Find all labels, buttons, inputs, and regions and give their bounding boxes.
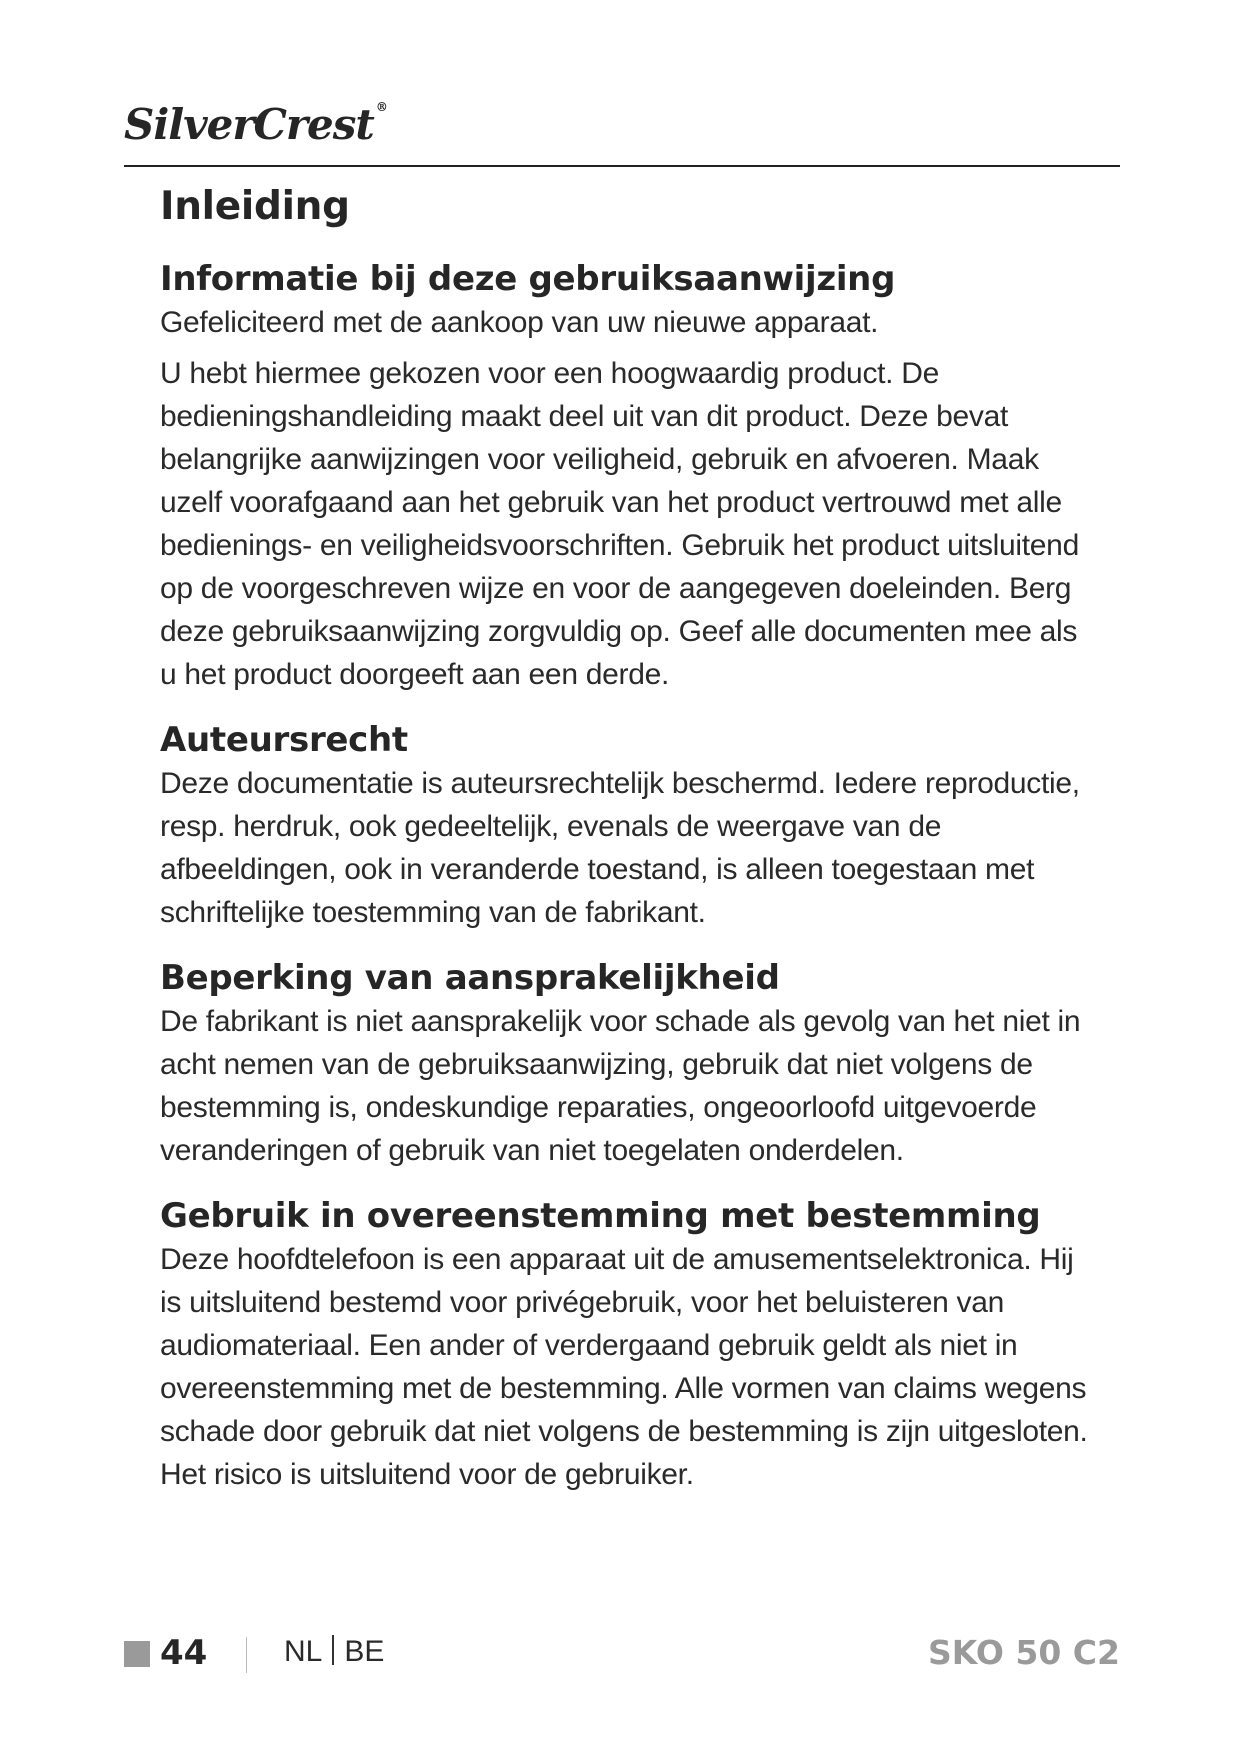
section-heading: Beperking van aansprakelijkheid bbox=[160, 958, 780, 998]
page-title: Inleiding bbox=[160, 184, 350, 229]
section-bestemming bbox=[160, 1194, 1100, 1496]
section-paragraph: Deze documentatie is auteursrechtelijk beschermd. Iedere reproductie, resp. herdruk, ook gedeeltelijk, evenals de weergave van de afbeeldingen, ook in veranderde toestand, is alleen toegestaan met schriftelijke toestemming van de fabrikant. bbox=[160, 767, 1080, 929]
logo-text: SilverCrest bbox=[124, 100, 374, 149]
language-divider bbox=[332, 1635, 334, 1665]
section-heading: Informatie bij deze gebruiksaanwijzing bbox=[160, 259, 896, 299]
model-number: SKO 50 C2 bbox=[928, 1633, 1120, 1672]
section-auteursrecht bbox=[160, 718, 1100, 934]
language-code-be: BE bbox=[344, 1635, 385, 1668]
page-marker-square-icon bbox=[124, 1641, 150, 1667]
page-number: 44 bbox=[160, 1633, 208, 1673]
brand-logo bbox=[124, 100, 387, 149]
footer-divider bbox=[246, 1637, 247, 1673]
section-paragraph: U hebt hiermee gekozen voor een hoogwaardig product. De bedieningshandleiding maakt deel uit van dit product. Deze bevat belangrijke aanwijzingen voor veiligheid, gebruik en afvoeren. Maak uzelf voorafgaand aan het gebruik van het product vertrouwd met alle bedienings- en veiligheidsvoorschriften. Gebruik het product uitsluitend op de voorgeschreven wijze en voor de aangegeven doeleinden. Berg deze gebruiksaanwijzing zorgvuldig op. Geef alle documenten mee als u het product doorgeeft aan een derde. bbox=[160, 357, 1079, 691]
language-indicator bbox=[284, 1635, 384, 1669]
section-informatie bbox=[160, 257, 1100, 696]
section-heading: Auteursrecht bbox=[160, 720, 408, 760]
registered-mark: ® bbox=[375, 100, 387, 114]
page-footer bbox=[124, 1633, 1120, 1683]
header-rule bbox=[124, 165, 1120, 167]
section-paragraph: Deze hoofdtelefoon is een apparaat uit de amusementselektronica. Hij is uitsluitend bestemd voor privégebruik, voor het beluisteren van audiomateriaal. Een ander of verdergaand gebruik geldt als niet in overeenstemming met de bestemming. Alle vormen van claims wegens schade door gebruik dat niet volgens de bestemming is zijn uitgesloten. Het risico is uitsluitend voor de gebruiker. bbox=[160, 1243, 1088, 1491]
section-paragraph: De fabrikant is niet aansprakelijk voor schade als gevolg van het niet in acht nemen van de gebruiksaanwijzing, gebruik dat niet volgens de bestemming is, ondeskundige reparaties, ongeoorloofd uitgevoerde veranderingen of gebruik van niet toegelaten onderdelen. bbox=[160, 1005, 1081, 1167]
section-heading: Gebruik in overeenstemming met bestemming bbox=[160, 1196, 1041, 1236]
section-aansprakelijkheid bbox=[160, 956, 1100, 1172]
language-code-nl: NL bbox=[284, 1635, 323, 1668]
page-content bbox=[160, 170, 1100, 1496]
section-paragraph: Gefeliciteerd met de aankoop van uw nieuwe apparaat. bbox=[160, 306, 879, 339]
